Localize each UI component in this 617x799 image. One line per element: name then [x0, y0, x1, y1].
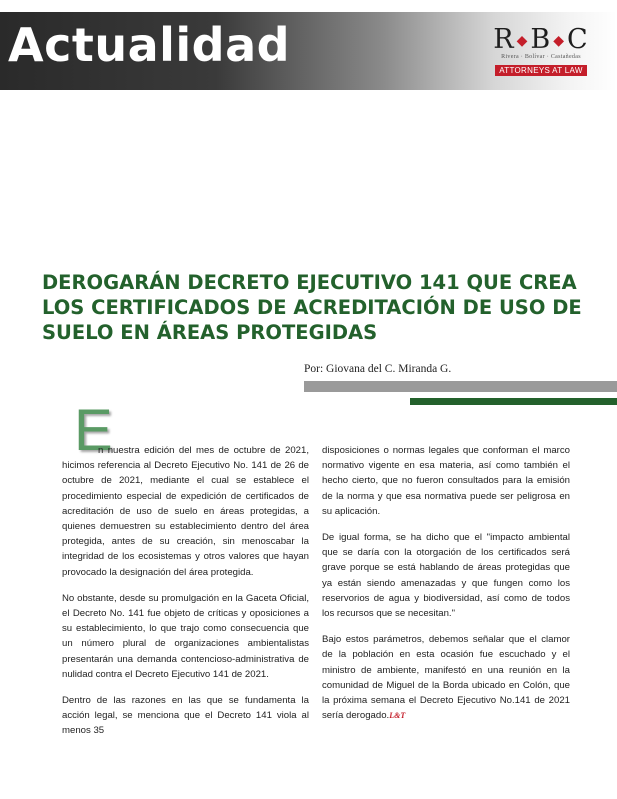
left-column	[62, 443, 309, 750]
gray-divider	[304, 381, 617, 392]
paragraph: Dentro de las razones en las que se fundamenta la acción legal, se menciona que el Decreto 141 viola al menos 35	[62, 695, 309, 737]
paragraph-rest: hicimos referencia al Decreto Ejecutivo No. 141 de 26 de octubre de 2021, mediante el cual se establece el procedimiento especial de expedición de certificados de acreditación de uso de suelo en áreas protegidas, a quienes demuestren su establecimiento dentro del área protegida, antes de su creación, sin menoscabar la integridad de los ecosistemas y otros valores que hayan provocado la designación del área protegida.	[62, 460, 309, 578]
logo-badge: ATTORNEYS AT LAW	[495, 65, 586, 76]
paragraph	[62, 443, 309, 580]
logo-letter-r: R	[493, 24, 515, 55]
section-title: Actualidad	[8, 18, 291, 72]
paragraph: No obstante, desde su promulgación en la Gaceta Oficial, el Decreto No. 141 fue objeto de críticas y oposiciones a su establecimiento, lo que trajo como consecuencia que un número plural de organizaciones ambientalistas presentarán una demanda contencioso-administrativa de nulidad contra el Decreto Ejecutivo 141 de 2021.	[62, 592, 309, 680]
paragraph	[322, 632, 570, 723]
paragraph-text: Bajo estos parámetros, debemos señalar que el clamor de la población en esta ocasión fue escuchado y el ministro de ambiente, manifestó en una reunión en la comunidad de Miguel de la Borda ubicado en Colón, que la próxima semana el Decreto Ejecutivo No.141 de 2021 sería derogado.	[322, 634, 570, 722]
logo-letter-b: B	[530, 24, 552, 55]
rbc-logo	[486, 26, 596, 78]
paragraph: De igual forma, se ha dicho que el "impacto ambiental que se daría con la otorgación de los certificados será grave porque se está hablando de áreas protegidas que ya están siendo amenazadas y que fungen como los reservorios de agua y biodiversidad, así como de todos los recursos que se necesitan."	[322, 532, 570, 620]
logo-letter-c: C	[567, 24, 589, 55]
signoff-mark: L&T	[389, 711, 406, 721]
logo-letters: R ◆B ◆C	[493, 24, 589, 55]
section-banner	[0, 12, 617, 90]
paragraph-first-line: n nuestra edición del mes de octubre de 2021,	[98, 445, 309, 456]
green-divider	[410, 398, 617, 405]
right-column	[322, 443, 570, 734]
logo-partner-names: Rivera · Bolívar · Castañedas	[501, 54, 581, 60]
drop-cap: E	[74, 398, 113, 463]
article-headline: DEROGARÁN DECRETO EJECUTIVO 141 QUE CREA LOS CERTIFICADOS DE ACREDITACIÓN DE USO DE SUELO EN ÁREAS PROTEGIDAS	[42, 271, 582, 344]
article-byline: Por: Giovana del C. Miranda G.	[304, 363, 452, 375]
paragraph: disposiciones o normas legales que conforman el marco normativo vigente en esa materia, así como también el hecho cierto, que no fueron consultados para la emisión de la norma y que esa normativa puede ser peligrosa en su aplicación.	[322, 445, 570, 517]
